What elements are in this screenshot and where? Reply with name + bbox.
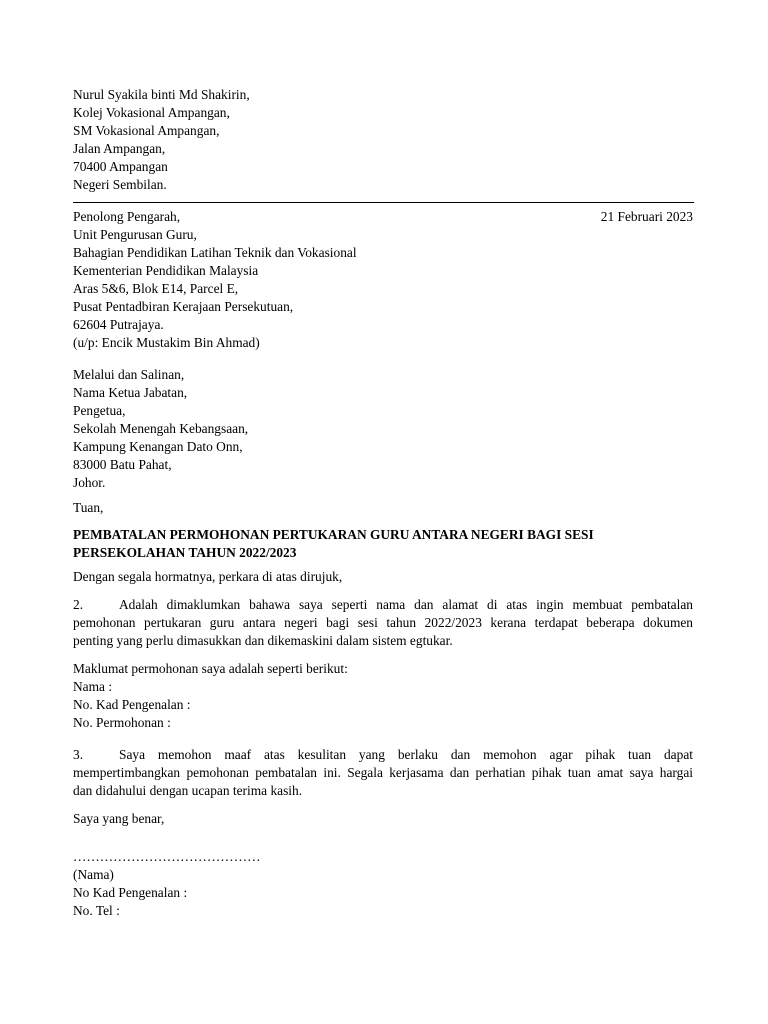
sender-line: Negeri Sembilan. (73, 177, 167, 192)
copy-to-line: Nama Ketua Jabatan, (73, 385, 188, 400)
paragraph-line: penting yang perlu dimasukkan dan dikemaskini dalam sistem egtukar. (73, 633, 453, 648)
paragraph-text: Saya memohon maaf atas kesulitan yang berlaku dan memohon agar pihak tuan dapat (119, 747, 693, 762)
paragraph-line: pemohonan pertukaran guru antara negeri bagi sesi tahun 2022/2023 kerana terdapat beberapa dokumen (73, 615, 693, 630)
sender-line: SM Vokasional Ampangan, (73, 123, 220, 138)
copy-to-line: Melalui dan Salinan, (73, 367, 185, 382)
recipient-line: Pusat Pentadbiran Kerajaan Persekutuan, (73, 299, 294, 314)
signature-block (73, 848, 693, 920)
signature-name: (Nama) (73, 867, 114, 882)
copy-to-line: Johor. (73, 475, 106, 490)
copy-to-line: Pengetua, (73, 403, 126, 418)
paragraph-text: Adalah dimaklumkan bahawa saya seperti nama dan alamat di atas ingin membuat pembatalan (119, 597, 693, 612)
name-label: Nama : (73, 679, 113, 694)
sender-line: 70400 Ampangan (73, 159, 168, 174)
recipient-line: Penolong Pengarah, (73, 209, 181, 224)
copy-to-line: Sekolah Menengah Kebangsaan, (73, 421, 249, 436)
opening-line: Dengan segala hormatnya, perkara di atas dirujuk, (73, 569, 343, 584)
header-divider (73, 202, 694, 203)
application-number-label: No. Permohonan : (73, 715, 171, 730)
copy-to-address (73, 366, 693, 492)
paragraph-2 (73, 596, 693, 650)
paragraph-line: dan didahului dengan ucapan terima kasih. (73, 783, 303, 798)
sender-line: Jalan Ampangan, (73, 141, 166, 156)
paragraph-number: 3. (73, 747, 84, 762)
paragraph-line (73, 596, 693, 614)
signature-ic-label: No Kad Pengenalan : (73, 885, 188, 900)
application-details (73, 660, 693, 732)
recipient-line: 62604 Putrajaya. (73, 317, 164, 332)
recipient-line: Bahagian Pendidikan Latihan Teknik dan Vokasional (73, 245, 357, 260)
letter-date: 21 Februari 2023 (600, 209, 693, 224)
paragraph-line: mempertimbangkan pemohonan pembatalan ini. Segala kerjasama dan perhatian pihak tuan amat saya hargai (73, 765, 693, 780)
recipient-address (73, 208, 693, 352)
copy-to-line: Kampung Kenangan Dato Onn, (73, 439, 243, 454)
recipient-line: (u/p: Encik Mustakim Bin Ahmad) (73, 335, 260, 350)
ic-number-label: No. Kad Pengenalan : (73, 697, 191, 712)
recipient-line: Unit Pengurusan Guru, (73, 227, 197, 242)
paragraph-number: 2. (73, 597, 84, 612)
sender-address (73, 86, 693, 194)
paragraph-line (73, 746, 693, 764)
subject-line: PERSEKOLAHAN TAHUN 2022/2023 (73, 545, 297, 560)
signature-dots: …………………………………… (73, 849, 261, 864)
paragraph-3 (73, 746, 693, 800)
subject-line: PEMBATALAN PERMOHONAN PERTUKARAN GURU ANTARA NEGERI BAGI SESI (73, 527, 594, 542)
closing-line: Saya yang benar, (73, 811, 165, 826)
details-intro: Maklumat permohonan saya adalah seperti berikut: (73, 661, 348, 676)
signature-phone-label: No. Tel : (73, 903, 120, 918)
salutation: Tuan, (73, 500, 104, 515)
recipient-line: Kementerian Pendidikan Malaysia (73, 263, 259, 278)
letter-subject (73, 526, 693, 562)
recipient-line: Aras 5&6, Blok E14, Parcel E, (73, 281, 239, 296)
sender-line: Kolej Vokasional Ampangan, (73, 105, 230, 120)
sender-line: Nurul Syakila binti Md Shakirin, (73, 87, 250, 102)
copy-to-line: 83000 Batu Pahat, (73, 457, 172, 472)
